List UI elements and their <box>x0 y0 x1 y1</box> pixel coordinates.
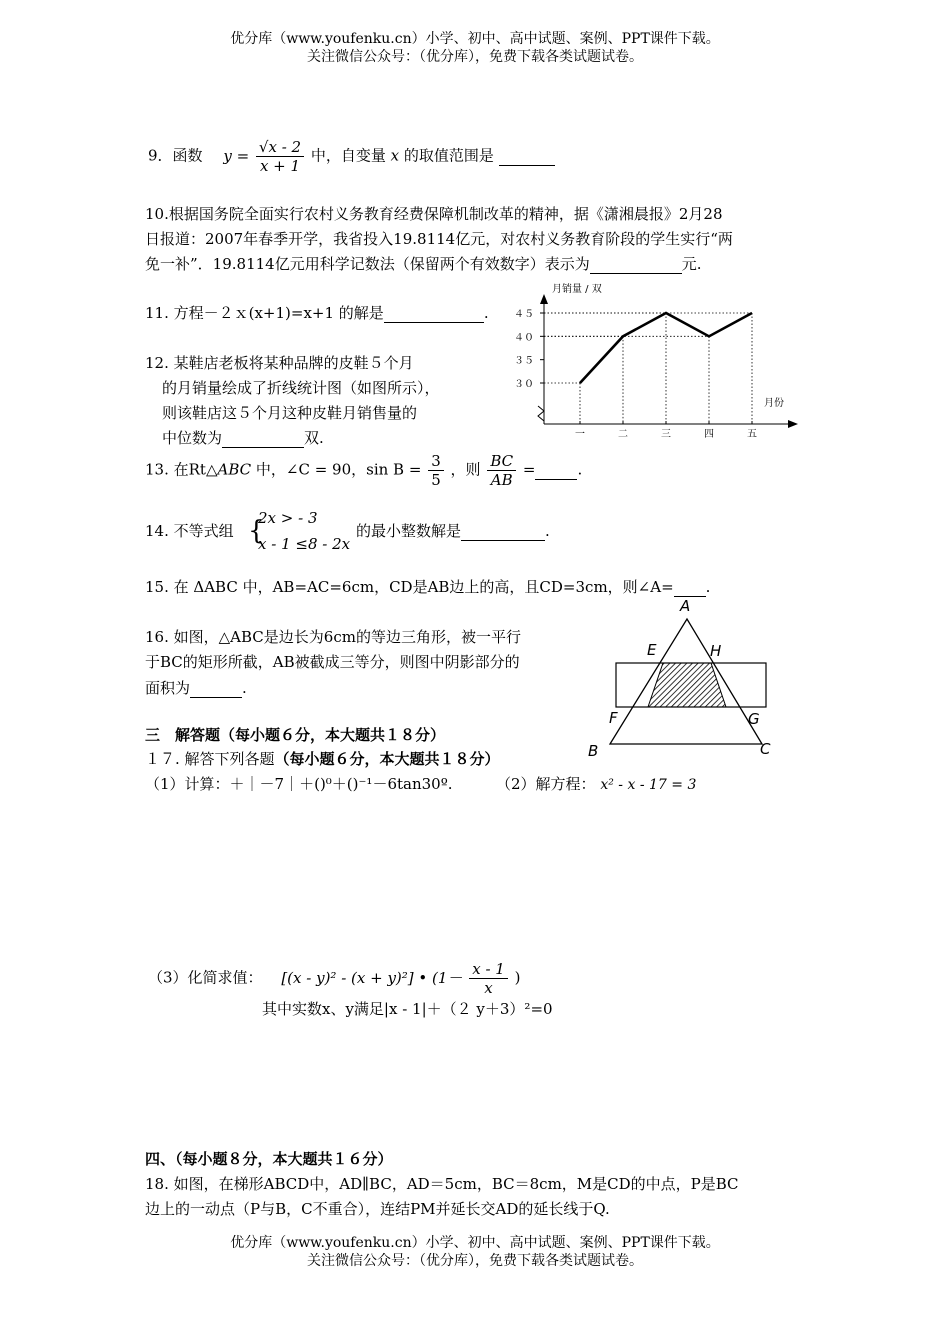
footer-line-1: 优分库（www.youfenku.cn）小学、初中、高中试题、案例、PPT课件下载。 <box>230 1235 720 1251</box>
q13-equals: = <box>522 460 536 479</box>
q13-ratio-numerator: BC <box>487 452 516 471</box>
label-a: A <box>680 597 691 615</box>
q17-part-3-close: ) <box>514 968 521 987</box>
sales-line-chart <box>508 278 808 440</box>
q17-title <box>145 748 500 769</box>
q16-line-3-text: 面积为 <box>145 679 191 697</box>
q17-part-3-condition: 其中实数x、y满足|x - 1|＋（２ y＋3）²=0 <box>262 1000 553 1018</box>
header-line-2: 关注微信公众号：（优分库），免费下载各类试题试卷。 <box>307 49 643 65</box>
label-b: B <box>588 742 599 760</box>
q15-text: 15. 在 ΔABC 中，AB=AC=6cm，CD是AB边上的高，且CD=3cm，则∠A= <box>145 578 674 596</box>
chart-x-tick-label: 五 <box>747 429 757 440</box>
q14-end: . <box>545 522 550 540</box>
chart-x-tick-label: 二 <box>618 429 628 440</box>
section-4-title: 四、（每小题８分，本大题共１６分） <box>145 1150 393 1168</box>
chart-x-tick-label: 三 <box>661 429 671 440</box>
section-3-title: 三 解答题（每小题６分，本大题共１８分） <box>145 726 446 744</box>
q17-title-bold: （每小题６分，本大题共１８分） <box>274 750 500 768</box>
q17-part-3-label: （3）化简求值： <box>148 968 263 987</box>
chart-x-tick-label: 一 <box>575 429 585 440</box>
q13-sin-denominator: 5 <box>431 471 441 489</box>
q9-y: y = <box>223 146 250 165</box>
label-e: E <box>647 641 657 659</box>
q9-suffix: 的取值范围是 <box>403 146 494 165</box>
chart-y-tick-label: ４０ <box>514 332 534 344</box>
chart-x-axis-label: 月份 <box>764 398 784 409</box>
q15-end: . <box>705 578 711 596</box>
q17-part-3-numerator: x - 1 <box>469 960 508 979</box>
q9-prefix: 9．函数 <box>148 146 203 165</box>
q13-abc: ABC <box>217 460 252 479</box>
chart-y-axis-label: 月销量 / 双 <box>552 284 602 295</box>
chart-y-tick-label: ４５ <box>514 309 534 320</box>
q9-mid: 中，自变量 <box>310 146 386 165</box>
question-13 <box>145 452 582 489</box>
q17-part-3-fraction <box>469 960 508 997</box>
label-g: G <box>748 710 760 728</box>
question-11 <box>145 302 489 323</box>
chart-y-tick-label: ３５ <box>514 355 534 367</box>
q10-answer-blank <box>590 255 682 274</box>
q13-sin-numerator: 3 <box>428 452 444 471</box>
question-9 <box>148 138 555 175</box>
q13-end: . <box>577 460 583 479</box>
chart-y-tick-label: ３０ <box>514 379 534 390</box>
q11-answer-blank <box>384 304 484 323</box>
q12-line-4-end: 双. <box>304 429 324 447</box>
q12-line-3: 则该鞋店这５个月这种皮鞋月销售量的 <box>162 404 418 422</box>
q14-suffix-row <box>356 520 550 541</box>
shaded-region <box>648 663 726 707</box>
q14-answer-blank <box>461 522 545 541</box>
chart-x-tick-label: 四 <box>704 429 714 440</box>
q12-answer-blank <box>222 429 304 448</box>
q17-part-2-equation: x² - x - 17 = 3 <box>600 777 697 793</box>
q17-part-2-label: （2）解方程： <box>496 775 596 793</box>
q10-line-3 <box>145 253 701 274</box>
q13-mid: 中，∠C = 90，sin B = <box>255 460 422 479</box>
q11-end: . <box>483 304 489 322</box>
q13-ratio-denominator: AB <box>490 471 513 489</box>
q12-line-4 <box>162 427 324 448</box>
q13-prefix: 13. 在Rt△ <box>145 460 218 479</box>
chart-axis-break <box>538 406 544 421</box>
header-line-1: 优分库（www.youfenku.cn）小学、初中、高中试题、案例、PPT课件下载。 <box>230 31 720 47</box>
q12-line-4-text: 中位数为 <box>162 429 223 447</box>
q9-denominator: x + 1 <box>259 157 301 175</box>
q12-line-1: 12. 某鞋店老板将某种品牌的皮鞋５个月 <box>145 354 414 372</box>
q11-text: 11. 方程－２ｘ(x+1)=x+1 的解是 <box>145 304 384 322</box>
q14-brace: { <box>248 516 265 546</box>
q14-inequality-1: 2x > - 3 <box>258 509 318 527</box>
label-h: H <box>710 642 722 660</box>
label-c: C <box>760 740 771 758</box>
q9-x: x <box>390 146 400 165</box>
q10-line-3-text: 免一补”．19.8114亿元用科学记数法（保留两个有效数字）表示为 <box>145 255 590 273</box>
q17-part-3-expression: [(x - y)² - (x + y)²] • (1－ <box>281 968 463 987</box>
q14-suffix: 的最小整数解是 <box>356 522 462 540</box>
q17-title-plain: １７. 解答下列各题 <box>145 750 275 768</box>
q10-line-3-end: 元. <box>681 255 702 273</box>
q16-line-3-end: . <box>242 679 247 697</box>
q17-part-1: （1）计算：＋｜－7｜＋()⁰＋()⁻¹－6tan30º. <box>145 775 453 793</box>
q16-answer-blank <box>190 679 242 698</box>
footer-line-2: 关注微信公众号：（优分库），免费下载各类试题试卷。 <box>307 1253 643 1269</box>
q13-ratio-fraction <box>487 452 516 489</box>
triangle-rectangle-figure <box>580 594 790 764</box>
q17-part-3 <box>148 960 520 997</box>
label-f: F <box>609 709 618 727</box>
q16-line-2: 于BC的矩形所截，AB被截成三等分，则图中阴影部分的 <box>145 653 520 671</box>
q18-line-2: 边上的一动点（P与B，C不重合），连结PM并延长交AD的延长线于Q. <box>145 1200 610 1218</box>
q13-sin-fraction <box>428 452 444 489</box>
q17-part-3-denominator: x <box>484 979 493 997</box>
chart-y-axis-arrow <box>540 294 548 304</box>
q16-line-3 <box>145 677 247 698</box>
q13-then: ，则 <box>450 460 481 479</box>
q18-line-1: 18. 如图，在梯形ABCD中，AD∥BC，AD＝5cm，BC＝8cm，M是CD的中点，P是BC <box>145 1175 739 1193</box>
q17-part-2 <box>496 773 696 794</box>
q14-prefix: 14. 不等式组 <box>145 522 234 540</box>
q13-answer-blank <box>535 461 577 480</box>
q9-fraction <box>256 138 304 175</box>
q16-line-1: 16. 如图，△ABC是边长为6cm的等边三角形，被一平行 <box>145 628 521 646</box>
q9-numerator: √x - 2 <box>256 138 304 157</box>
q9-answer-blank <box>499 147 555 166</box>
q10-line-2: 日报道：2007年春季开学，我省投入19.8114亿元，对农村义务教育阶段的学生实行“两 <box>145 230 733 248</box>
chart-x-axis-arrow <box>788 420 798 428</box>
q12-line-2: 的月销量绘成了折线统计图（如图所示）， <box>162 379 440 397</box>
q10-line-1: 10.根据国务院全面实行农村义务教育经费保障机制改革的精神，据《潇湘晨报》2月28 <box>145 205 723 223</box>
q14-inequality-2: x - 1 ≤8 - 2x <box>258 535 351 553</box>
